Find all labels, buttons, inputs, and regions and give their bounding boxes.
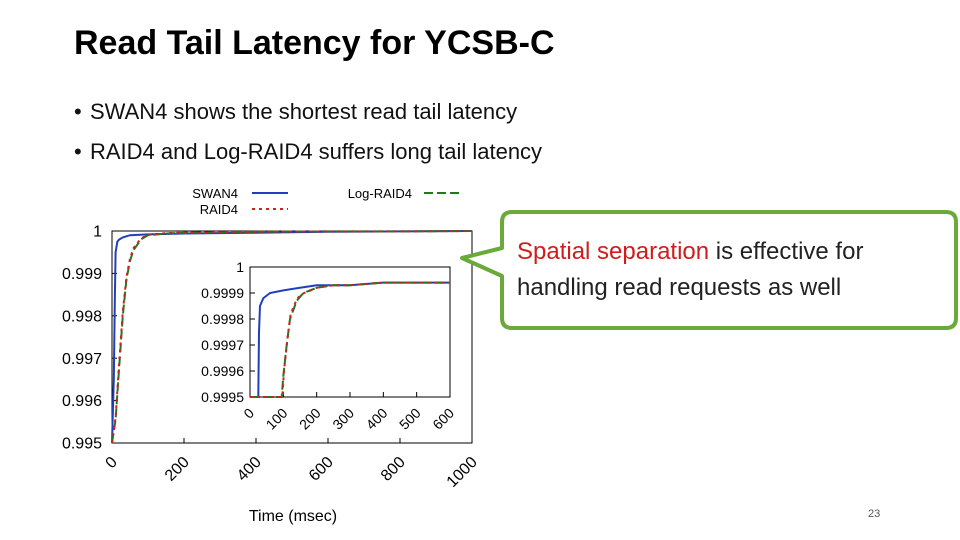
x-axis-label: Time (msec)	[248, 508, 338, 525]
bullet-dot: •	[74, 99, 82, 124]
latency-chart	[0, 180, 500, 530]
main-y-tick-label: 1	[93, 223, 102, 241]
legend-label-swan4: SWAN4	[192, 186, 238, 201]
inset-y-tick-label: 0.9999	[201, 284, 244, 301]
main-x-tick-label: 0	[102, 453, 121, 473]
callout-rest: is effective for handling read requests as well	[517, 238, 864, 301]
slide-title: Read Tail Latency for YCSB-C	[74, 24, 555, 62]
main-x-tick-label: 800	[377, 453, 409, 485]
bullet-text: RAID4 and Log-RAID4 suffers long tail latency	[90, 139, 543, 164]
inset-y-tick-label: 0.9995	[201, 388, 244, 405]
bullet-item	[74, 138, 542, 178]
callout-text	[517, 234, 947, 306]
inset-x-tick-label: 400	[362, 404, 391, 433]
inset-x-tick-label: 0	[240, 404, 258, 422]
inset-x-tick-label: 200	[295, 404, 324, 433]
main-y-tick-label: 0.998	[61, 308, 102, 326]
main-x-tick-label: 200	[161, 453, 193, 485]
bullet-dot: •	[74, 139, 82, 164]
legend-label-raid4: RAID4	[199, 202, 238, 217]
main-x-tick-label: 1000	[443, 453, 481, 491]
inset-y-tick-label: 1	[236, 258, 244, 275]
inset-x-tick-label: 100	[262, 404, 291, 433]
inset-y-tick-label: 0.9998	[201, 310, 244, 327]
inset-x-tick-label: 300	[329, 404, 358, 433]
bullet-item	[74, 98, 542, 138]
main-x-tick-label: 600	[305, 453, 337, 485]
inset-y-tick-label: 0.9997	[201, 336, 244, 353]
bullet-text: SWAN4 shows the shortest read tail latency	[90, 99, 518, 124]
main-y-tick-label: 0.996	[61, 393, 102, 411]
main-x-tick-label: 400	[233, 453, 265, 485]
main-y-tick-label: 0.997	[61, 350, 102, 368]
inset-plot-frame	[250, 267, 450, 397]
page-number: 23	[868, 508, 881, 520]
bullet-list	[74, 98, 542, 178]
callout-highlight: Spatial separation	[517, 238, 710, 265]
inset-x-tick-label: 600	[429, 404, 458, 433]
legend-label-log-raid4: Log-RAID4	[347, 186, 412, 201]
inset-x-tick-label: 500	[395, 404, 424, 433]
main-y-tick-label: 0.995	[61, 435, 102, 453]
main-y-tick-label: 0.999	[61, 266, 102, 283]
inset-y-tick-label: 0.9996	[201, 362, 244, 379]
